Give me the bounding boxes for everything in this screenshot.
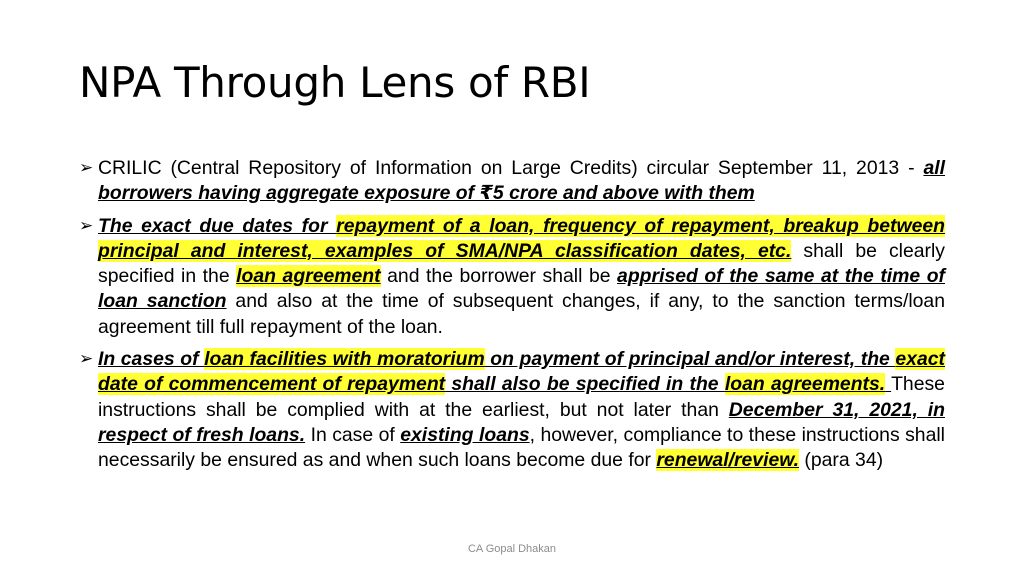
arrow-bullet-icon: ➢ (79, 215, 94, 236)
bullet-text: In case of (305, 423, 401, 446)
slide-footer: CA Gopal Dhakan (467, 543, 557, 555)
bullet-item-due-dates (79, 214, 945, 340)
highlighted-text: loan agreement (236, 265, 381, 288)
bullet-text: shall be clearly specified in the (98, 239, 945, 288)
bullet-list (79, 156, 945, 481)
bullet-item-moratorium (79, 347, 945, 473)
bullet-text: , however, compliance to these instructions shall necessarily be ensured as and when such loans become due for (98, 423, 945, 472)
highlighted-text: loan agreements. (724, 373, 886, 396)
bullet-item-crilic (79, 156, 945, 207)
bullet-text: CRILIC (Central Repository of Information on Large Credits) circular September 11, 2013 - (98, 157, 924, 179)
highlighted-text: exact date of commencement of repayment (98, 348, 945, 396)
slide-title: NPA Through Lens of RBI (79, 58, 591, 107)
bullet-emphasis: existing loans (400, 423, 530, 446)
bullet-emphasis: The exact due dates for (98, 214, 337, 237)
bullet-emphasis: shall also be specified in the (445, 373, 725, 396)
bullet-emphasis: all borrowers having aggregate exposure of ₹5 crore and above with them (98, 157, 945, 205)
arrow-bullet-icon: ➢ (79, 158, 94, 178)
bullet-emphasis: on payment of principal and/or interest, the (484, 348, 896, 371)
bullet-text: and the borrower shall be (380, 265, 618, 288)
bullet-text: (para 34) (799, 449, 884, 472)
arrow-bullet-icon: ➢ (79, 349, 94, 370)
highlighted-text: renewal/review. (656, 449, 800, 472)
bullet-emphasis: In cases of (98, 348, 205, 371)
highlighted-text: loan facilities with moratorium (204, 348, 485, 371)
bullet-text: These instructions shall be complied with at the earliest, but not later than (98, 373, 945, 421)
highlighted-text: repayment of a loan, frequency of repayment, breakup between principal and interest, examples of SMA/NPA classification dates, etc. (98, 214, 946, 262)
bullet-text: and also at the time of subsequent changes, if any, to the sanction terms/loan agreement till full repayment of the loan. (98, 290, 945, 338)
bullet-emphasis: apprised of the same at the time of loan sanction (98, 265, 946, 313)
bullet-emphasis: December 31, 2021, in respect of fresh loans. (98, 398, 945, 446)
